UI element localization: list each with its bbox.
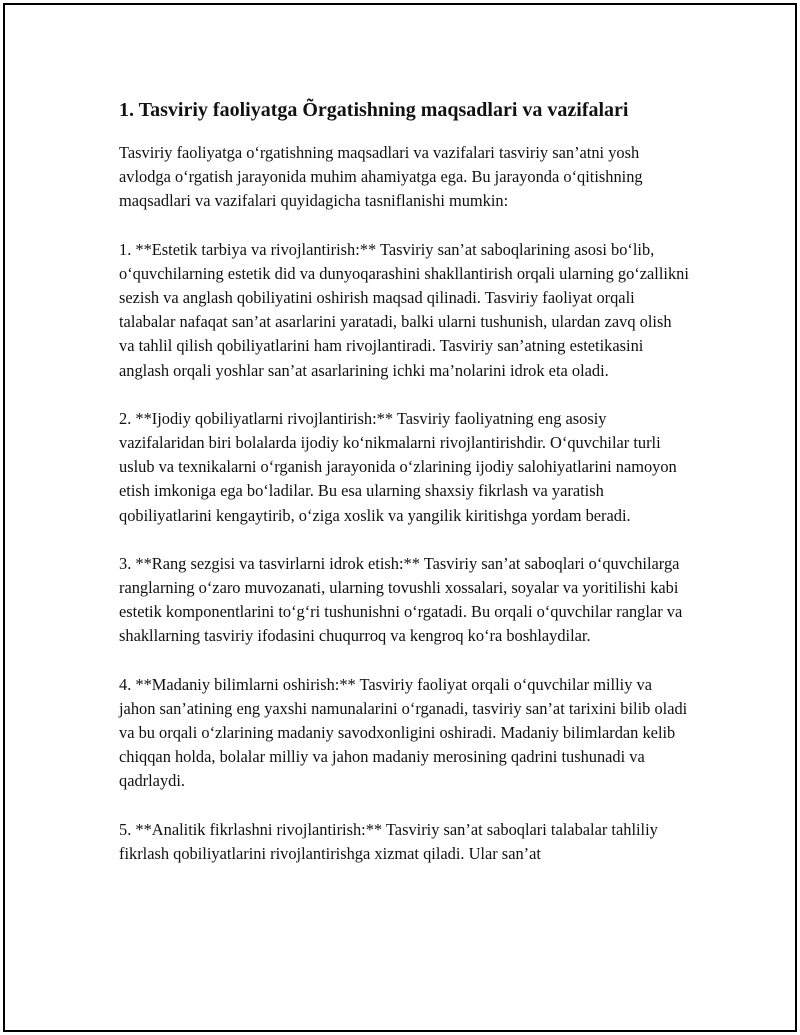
paragraph-cultural-knowledge: 4. **Madaniy bilimlarni oshirish:** Tasviriy faoliyat orqali o‘quvchilar milliy va jahon san’atining eng yaxshi namunalarini o‘rganadi, tasviriy san’at tarixini bilib oladi va bu orqali o‘zlarining madaniy savodxonligini oshiradi. Madaniy bilimlardan kelib chiqqan holda, bolalar milliy va jahon madaniy merosining qadrini tushunadi va qadrlaydi. xyxy=(119,674,688,791)
paragraph-aesthetic-education: 1. **Estetik tarbiya va rivojlantirish:** Tasviriy san’at saboqlarining asosi bo‘lib, o‘quvchilarning estetik did va dunyoqarashini shakllantirish orqali ularning go‘zallikni sezish va anglash qobiliyatini oshirish maqsad qilinadi. Tasviriy faoliyat orqali talabalar nafaqat san’at asarlarini yaratadi, balki ularni tushunish, ulardan zavq olish va tahlil qilish qobiliyatlarini ham rivojlantiradi. Tasviriy san’atning estetikasini anglash orqali yoshlar san’at asarlarining ichki ma’nolarini idrok eta oladi. xyxy=(119,239,689,380)
paragraph-creative-abilities: 2. **Ijodiy qobiliyatlarni rivojlantirish:** Tasviriy faoliyatning eng asosiy vazifalaridan biri bolalarda ijodiy ko‘nikmalarni rivojlantirishdir. O‘quvchilar turli uslub va texnikalarni o‘rganish jarayonida o‘zlarining ijodiy salohiyatlarini namoyon etish imkoniga ega bo‘ladilar. Bu esa ularning shaxsiy fikrlash va yaratish qobiliyatlarini kengaytirib, o‘ziga xoslik va yangilik kiritishga yordam beradi. xyxy=(119,408,677,525)
paragraph-analytical-thinking: 5. **Analitik fikrlashni rivojlantirish:** Tasviriy san’at saboqlari talabalar tahliliy fikrlash qobiliyatlarini rivojlantirishga xizmat qiladi. Ular san’at xyxy=(119,819,658,863)
intro-paragraph: Tasviriy faoliyatga o‘rgatishning maqsadlari va vazifalari tasviriy san’atni yosh avlodga o‘rgatish jarayonida muhim ahamiyatga ega. Bu jarayonda o‘qitishning maqsadlari va vazifalari quyidagicha tasniflanishi mumkin: xyxy=(119,143,643,211)
paragraph-color-perception: 3. **Rang sezgisi va tasvirlarni idrok etish:** Tasviriy san’at saboqlari o‘quvchilarga ranglarning o‘zaro muvozanati, ularning tovushli xossalari, soyalar va yoritilishi kabi estetik komponentlarini to‘g‘ri tushunishni o‘rgatadi. Bu orqali o‘quvchilar ranglar va shakllarning tasviriy ifodasini chuqurroq va kengroq ko‘ra boshlaydilar. xyxy=(119,553,683,646)
document-body xyxy=(119,95,689,866)
section-heading: 1. Tasviriy faoliyatga Õrgatishning maqsadlari va vazifalari xyxy=(119,99,629,121)
page-frame xyxy=(3,3,797,1032)
